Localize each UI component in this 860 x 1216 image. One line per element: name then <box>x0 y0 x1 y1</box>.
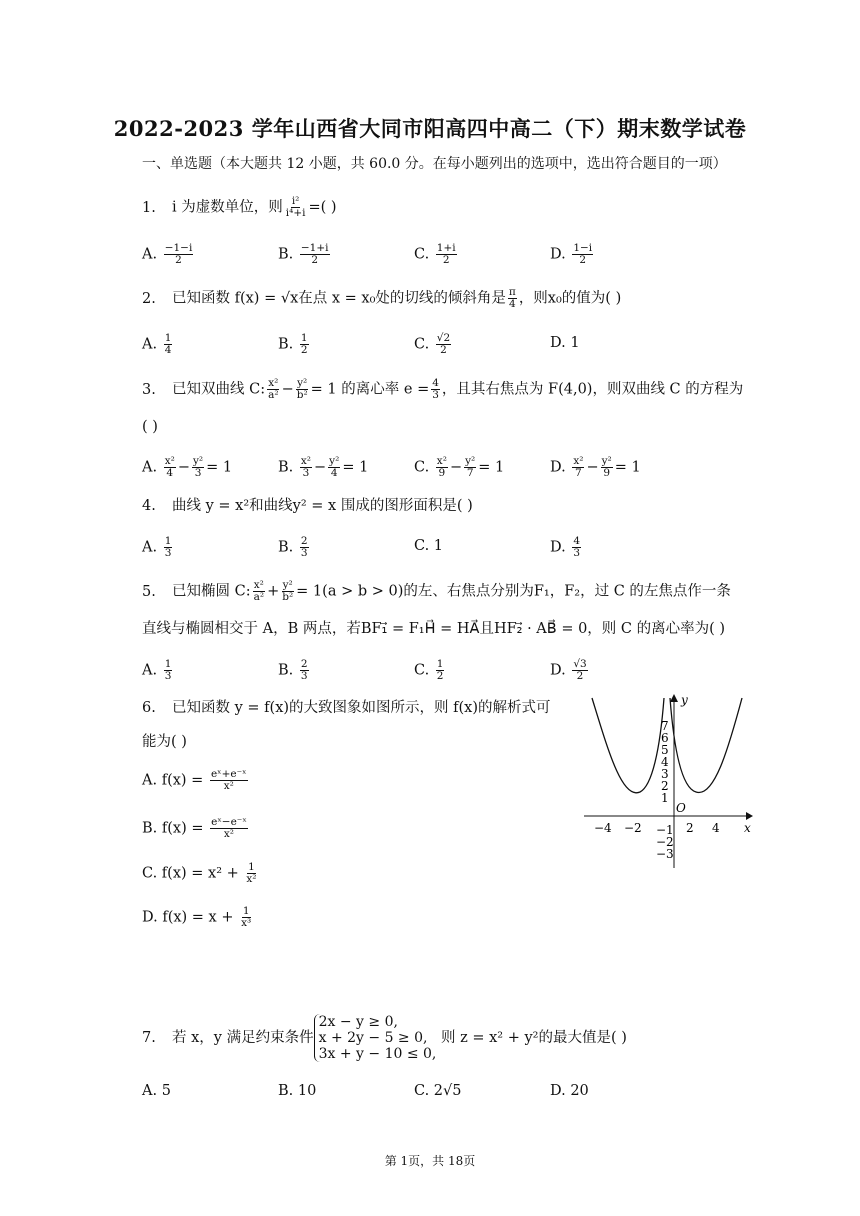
y-tick-label: 3 <box>661 767 669 781</box>
q2-option-c[interactable]: C. $\frac{√2}{2}$ <box>414 332 451 356</box>
q5-option-a[interactable]: A. $\frac{1}{3}$ <box>142 658 172 682</box>
q2-option-b[interactable]: B. $\frac{1}{2}$ <box>278 332 308 356</box>
question-1: 1. i 为虚数单位，则 $\frac{\text{i²}}{\text{i⁴+i}}$ =( ) <box>142 195 337 219</box>
fraction: $\frac{\text{i²}}{\text{i⁴+i}}$ <box>285 195 306 219</box>
x-tick-label: −2 <box>624 821 642 835</box>
q6-option-a[interactable]: A. f(x) = $\frac{\text{eˣ+e⁻ˣ}}{\text{x²}}$ <box>142 768 247 792</box>
q3-option-c[interactable]: C. $\frac{\text{x²}}{9}$ − $\frac{\text{y²}}{7}$ = 1 <box>414 455 505 479</box>
q3-option-d[interactable]: D. $\frac{\text{x²}}{7}$ − $\frac{\text{y²}}{9}$ = 1 <box>550 455 641 479</box>
y-tick-label: 1 <box>661 791 669 805</box>
question-4: 4. 曲线 y = x²和曲线y² = x 围成的图形面积是( ) <box>142 498 473 514</box>
y-tick-label: 2 <box>661 779 669 793</box>
page-footer: 第 1页，共 18页 <box>384 1154 476 1168</box>
question-7: 7. 若 x，y 满足约束条件2x − y ≥ 0, x + 2y − 5 ≥ 0, 3x + y − 10 ≤ 0, 则 z = x² + y²的最大值是( ) <box>142 1014 627 1062</box>
function-graph <box>578 690 753 870</box>
question-6: 6. 已知函数 y = f(x)的大致图象如图所示，则 f(x)的解析式可 <box>142 700 551 716</box>
q7-option-d[interactable]: D. 20 <box>550 1083 589 1099</box>
question-5: 5. 已知椭圆 C: $\frac{\text{x²}}{\text{a²}}$ + $\frac{\text{y²}}{\text{b²}}$ = 1(a > b > 0)的左、右焦点分别为F₁，F₂，过 C 的左焦点作一条 <box>142 579 731 603</box>
q7-option-c[interactable]: C. 2√5 <box>414 1083 462 1099</box>
left-curve <box>592 698 664 793</box>
q3-option-b[interactable]: B. $\frac{\text{x²}}{3}$ − $\frac{\text{y²}}{4}$ = 1 <box>278 455 369 479</box>
y-tick-label: 4 <box>661 755 669 769</box>
y-tick-label: 5 <box>661 743 669 757</box>
q7-option-a[interactable]: A. 5 <box>142 1083 171 1099</box>
q5-option-d[interactable]: D. $\frac{√3}{2}$ <box>550 658 587 682</box>
y-tick-label: 7 <box>661 719 669 733</box>
question-3: 3. 已知双曲线 C: $\frac{\text{x²}}{\text{a²}}$ − $\frac{\text{y²}}{\text{b²}}$ = 1 的离心率 e = $\frac{4}{3}$ ，且其右焦点为 F(4,0)，则双曲线 C 的方程为 <box>142 377 744 401</box>
q3-option-a[interactable]: A. $\frac{\text{x²}}{4}$ − $\frac{\text{y²}}{3}$ = 1 <box>142 455 233 479</box>
question-6-cont: 能为( ) <box>142 734 187 750</box>
y-tick-label: −2 <box>656 835 674 849</box>
q4-option-d[interactable]: D. $\frac{4}{3}$ <box>550 535 581 559</box>
q7-option-b[interactable]: B. 10 <box>278 1083 317 1099</box>
q4-option-a[interactable]: A. $\frac{1}{3}$ <box>142 535 172 559</box>
q6-option-b[interactable]: B. f(x) = $\frac{\text{eˣ−e⁻ˣ}}{\text{x²}}$ <box>142 816 247 840</box>
y-tick-label: 6 <box>661 731 669 745</box>
right-curve <box>670 698 742 793</box>
q2-option-a[interactable]: A. $\frac{1}{4}$ <box>142 332 172 356</box>
x-axis-label: x <box>744 821 751 835</box>
y-tick-label: −3 <box>656 847 674 861</box>
q5-option-b[interactable]: B. $\frac{2}{3}$ <box>278 658 308 682</box>
section-heading: 一、单选题（本大题共 12 小题，共 60.0 分。在每小题列出的选项中，选出符合题目的一项） <box>142 156 727 172</box>
q1-option-b[interactable]: B. $\frac{-1+i}{2}$ <box>278 242 329 266</box>
q6-option-d[interactable]: D. f(x) = x + $\frac{1}{\text{x³}}$ <box>142 905 252 929</box>
q4-option-b[interactable]: B. $\frac{2}{3}$ <box>278 535 308 559</box>
question-2: 2. 已知函数 f(x) = √x在点 x = x₀处的切线的倾斜角是 $\frac{\pi}{4}$ ，则x₀的值为( ) <box>142 286 622 310</box>
constraint-system: 2x − y ≥ 0, x + 2y − 5 ≥ 0, 3x + y − 10 ≤ 0, <box>314 1014 437 1062</box>
origin-label: O <box>676 801 686 815</box>
question-5-cont: 直线与椭圆相交于 A，B 两点，若BF₁⃗ = F₁H⃗ = HA⃗且HF₂⃗ · AB⃗ = 0，则 C 的离心率为( ) <box>142 621 726 637</box>
q2-option-d[interactable]: D. 1 <box>550 335 580 351</box>
y-tick-label: −1 <box>656 823 674 837</box>
x-tick-label: −4 <box>594 821 612 835</box>
q6-option-c[interactable]: C. f(x) = x² + $\frac{1}{\text{x²}}$ <box>142 861 257 885</box>
question-3-cont: ( ) <box>142 419 158 435</box>
y-axis-arrow <box>670 694 678 702</box>
q5-option-c[interactable]: C. $\frac{1}{2}$ <box>414 658 444 682</box>
q1-option-c[interactable]: C. $\frac{1+i}{2}$ <box>414 242 456 266</box>
x-axis-arrow <box>746 812 753 820</box>
q1-option-d[interactable]: D. $\frac{1-i}{2}$ <box>550 242 593 266</box>
q1-option-a[interactable]: A. $\frac{-1-i}{2}$ <box>142 242 193 266</box>
q4-option-c[interactable]: C. 1 <box>414 538 444 554</box>
x-tick-label: 4 <box>712 821 720 835</box>
y-axis-label: y <box>681 693 688 707</box>
page-title: 2022-2023 学年山西省大同市阳高四中高二（下）期末数学试卷 <box>113 116 747 141</box>
x-tick-label: 2 <box>686 821 694 835</box>
